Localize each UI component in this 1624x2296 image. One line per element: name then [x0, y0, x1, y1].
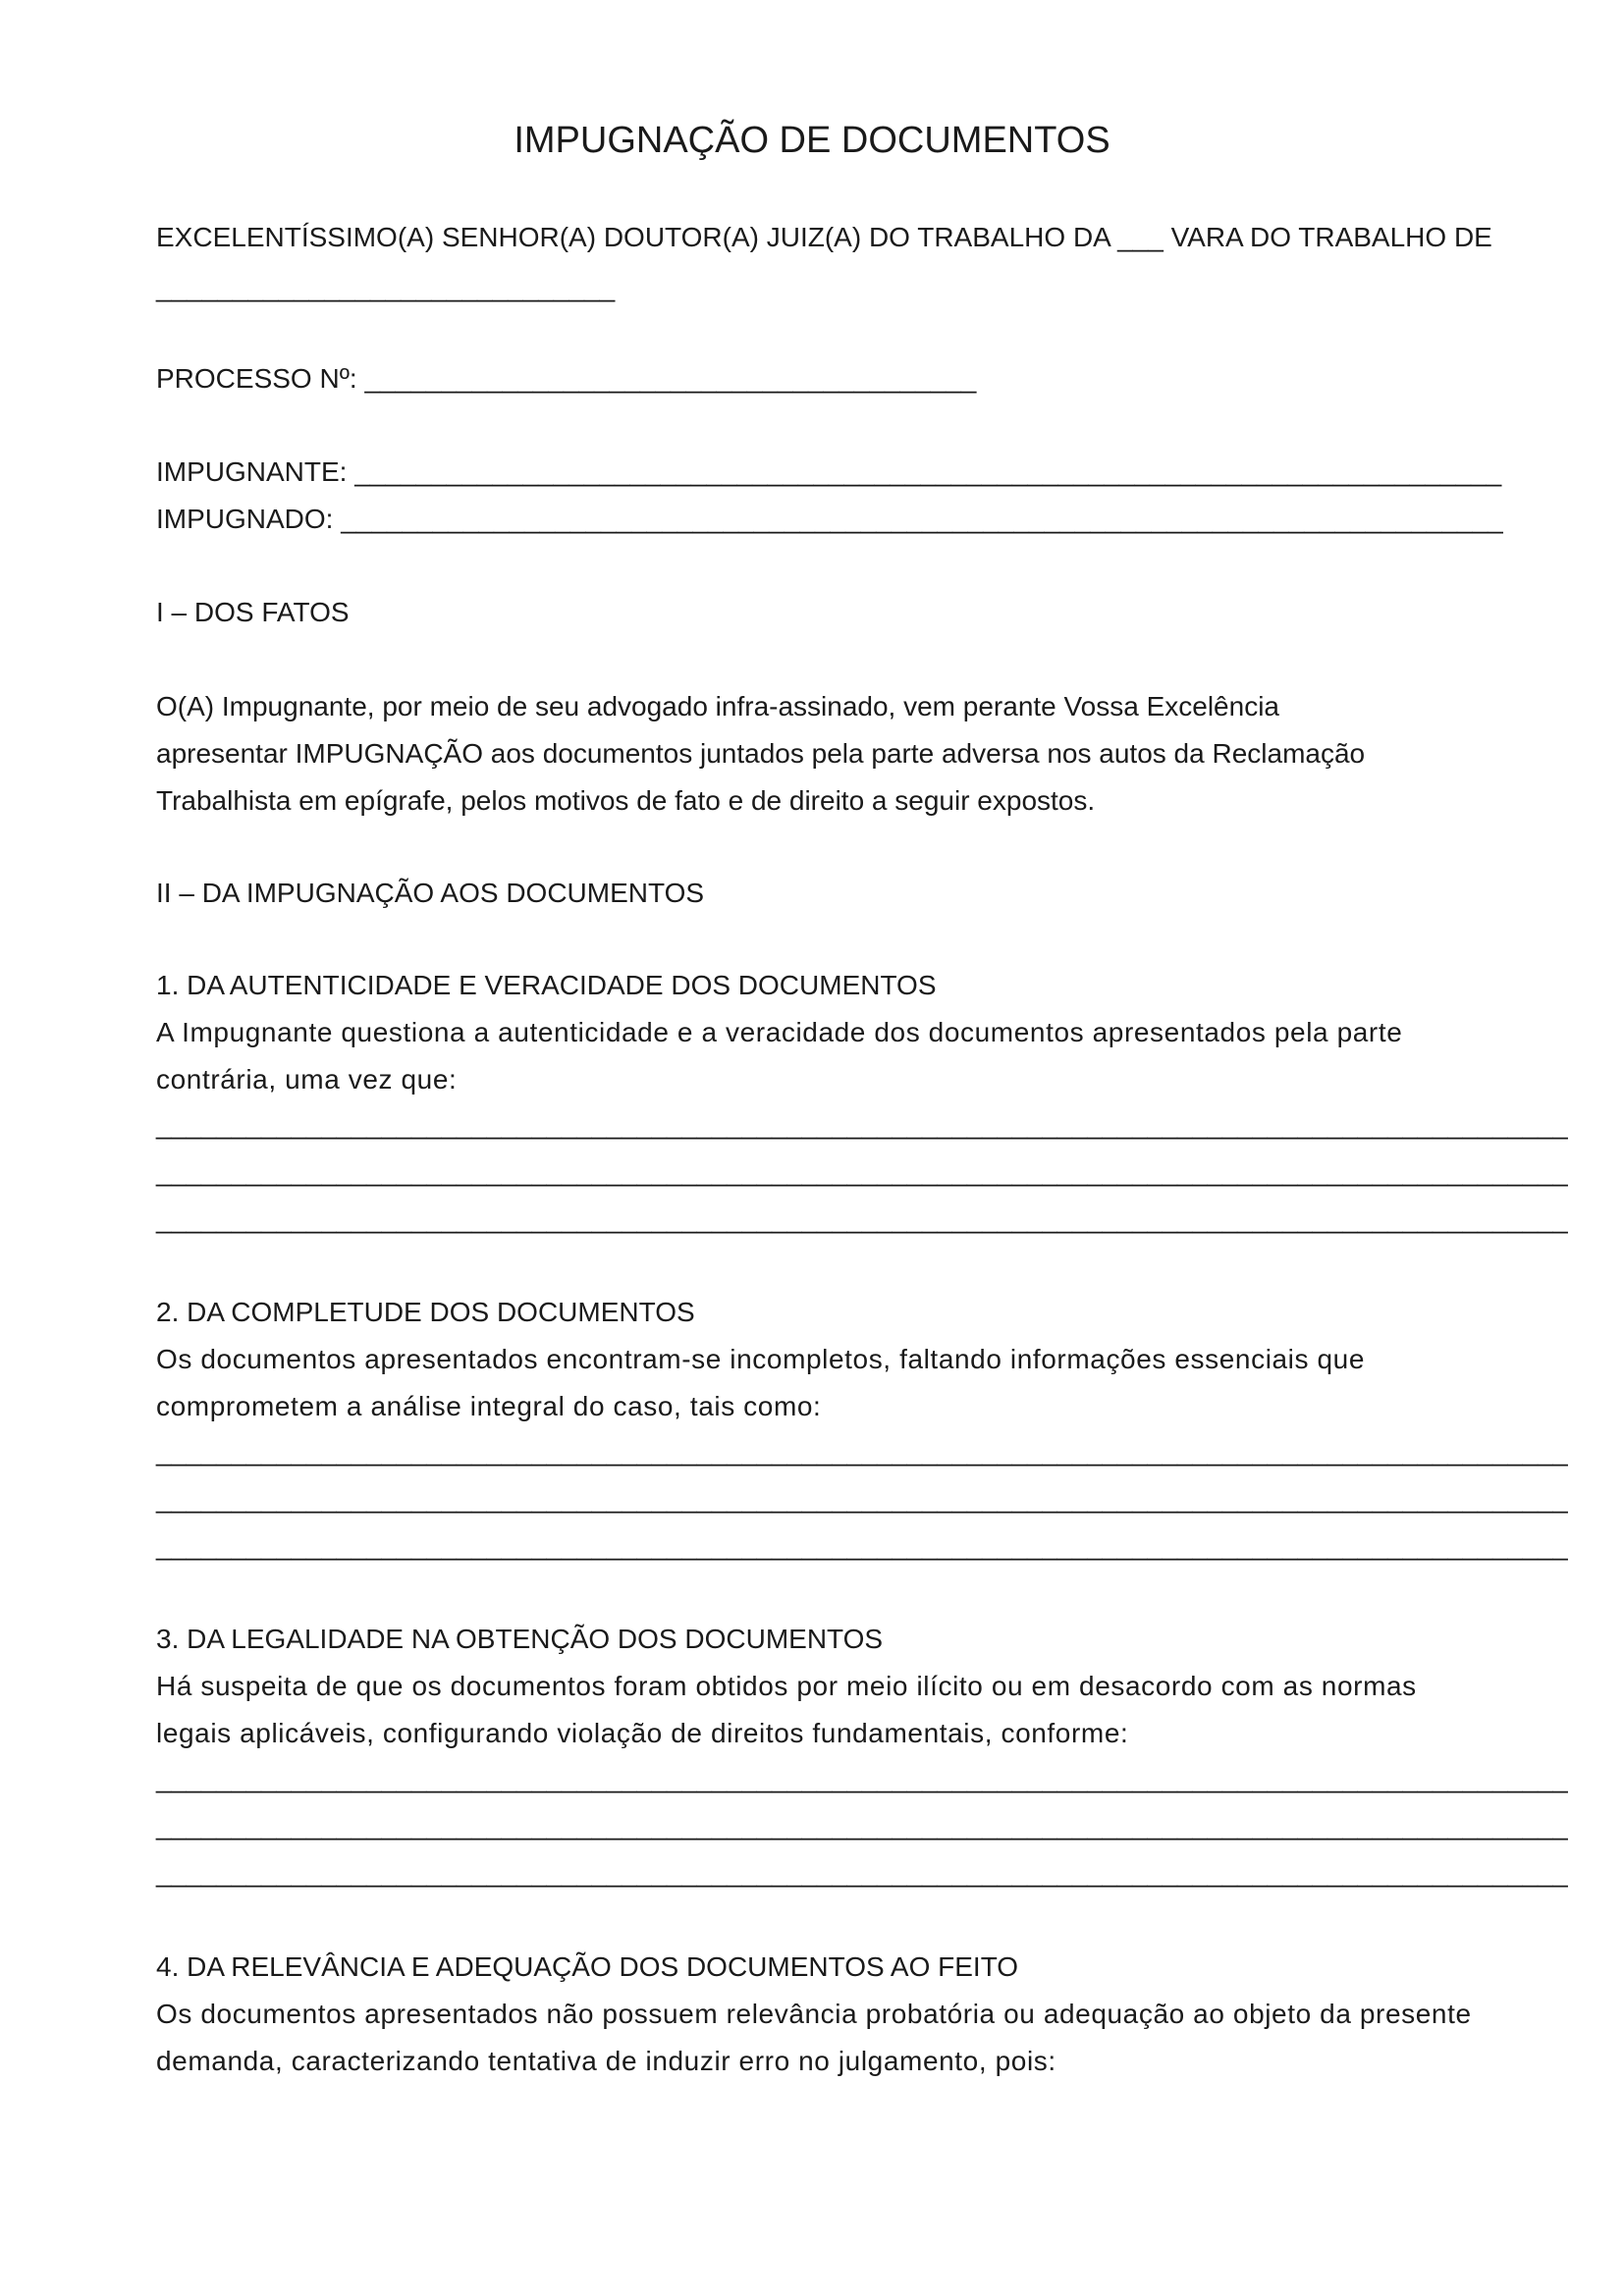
addressee-line: EXCELENTÍSSIMO(A) SENHOR(A) DOUTOR(A) JUIZ(A) DO TRABALHO DA ___ VARA DO TRABALHO DE [156, 222, 1492, 252]
section-heading-fatos: I – DOS FATOS [156, 597, 350, 627]
section-heading-impugnacao: II – DA IMPUGNAÇÃO AOS DOCUMENTOS [156, 878, 705, 908]
blank-fill-line: ______________________________________________________________________________________________ [156, 1763, 1568, 1793]
subsection-heading: 2. DA COMPLETUDE DOS DOCUMENTOS [156, 1297, 695, 1327]
subsection-text-line: Os documentos apresentados não possuem relevância probatória ou adequação ao objeto da presente [156, 1999, 1472, 2029]
impugnante-field: IMPUGNANTE: ___________________________________________________________________________ [156, 456, 1502, 487]
subsection-text-line: demanda, caracterizando tentativa de induzir erro no julgamento, pois: [156, 2046, 1056, 2076]
blank-fill-line: ______________________________________________________________________________________________ [156, 1483, 1568, 1514]
blank-fill-line: ______________________________________________________________________________________________ [156, 1530, 1568, 1561]
blank-fill-line: ______________________________________________________________________________________________ [156, 1109, 1568, 1140]
subsection-heading: 1. DA AUTENTICIDADE E VERACIDADE DOS DOCUMENTOS [156, 970, 937, 1000]
document-title: IMPUGNAÇÃO DE DOCUMENTOS [514, 120, 1110, 161]
blank-fill-line: ______________________________________________________________________________________________ [156, 1203, 1568, 1234]
fatos-paragraph-line: apresentar IMPUGNAÇÃO aos documentos juntados pela parte adversa nos autos da Reclamação [156, 738, 1366, 769]
fatos-paragraph-line: Trabalhista em epígrafe, pelos motivos de fato e de direito a seguir expostos. [156, 785, 1096, 816]
blank-fill-line: ______________________________________________________________________________________________ [156, 1810, 1568, 1841]
subsection-text-line: comprometem a análise integral do caso, tais como: [156, 1391, 822, 1421]
fatos-paragraph-line: O(A) Impugnante, por meio de seu advogado infra-assinado, vem perante Vossa Excelência [156, 691, 1279, 721]
addressee-blank: ______________________________ [156, 272, 616, 302]
blank-fill-line: ______________________________________________________________________________________________ [156, 1436, 1568, 1467]
subsection-text-line: Os documentos apresentados encontram-se incompletos, faltando informações essenciais que [156, 1344, 1366, 1374]
blank-fill-line: ______________________________________________________________________________________________ [156, 1156, 1568, 1187]
blank-fill-line: ______________________________________________________________________________________________ [156, 1857, 1568, 1888]
processo-field: PROCESSO Nº: ________________________________________ [156, 363, 977, 394]
subsection-text-line: legais aplicáveis, configurando violação de direitos fundamentais, conforme: [156, 1718, 1129, 1748]
impugnado-field: IMPUGNADO: ____________________________________________________________________________ [156, 504, 1503, 534]
subsection-text-line: Há suspeita de que os documentos foram obtidos por meio ilícito ou em desacordo com as normas [156, 1671, 1417, 1701]
subsection-text-line: A Impugnante questiona a autenticidade e a veracidade dos documentos apresentados pela parte [156, 1017, 1403, 1047]
subsection-text-line: contrária, uma vez que: [156, 1064, 458, 1095]
subsection-heading: 4. DA RELEVÂNCIA E ADEQUAÇÃO DOS DOCUMENTOS AO FEITO [156, 1951, 1019, 1982]
subsection-heading: 3. DA LEGALIDADE NA OBTENÇÃO DOS DOCUMENTOS [156, 1624, 884, 1654]
